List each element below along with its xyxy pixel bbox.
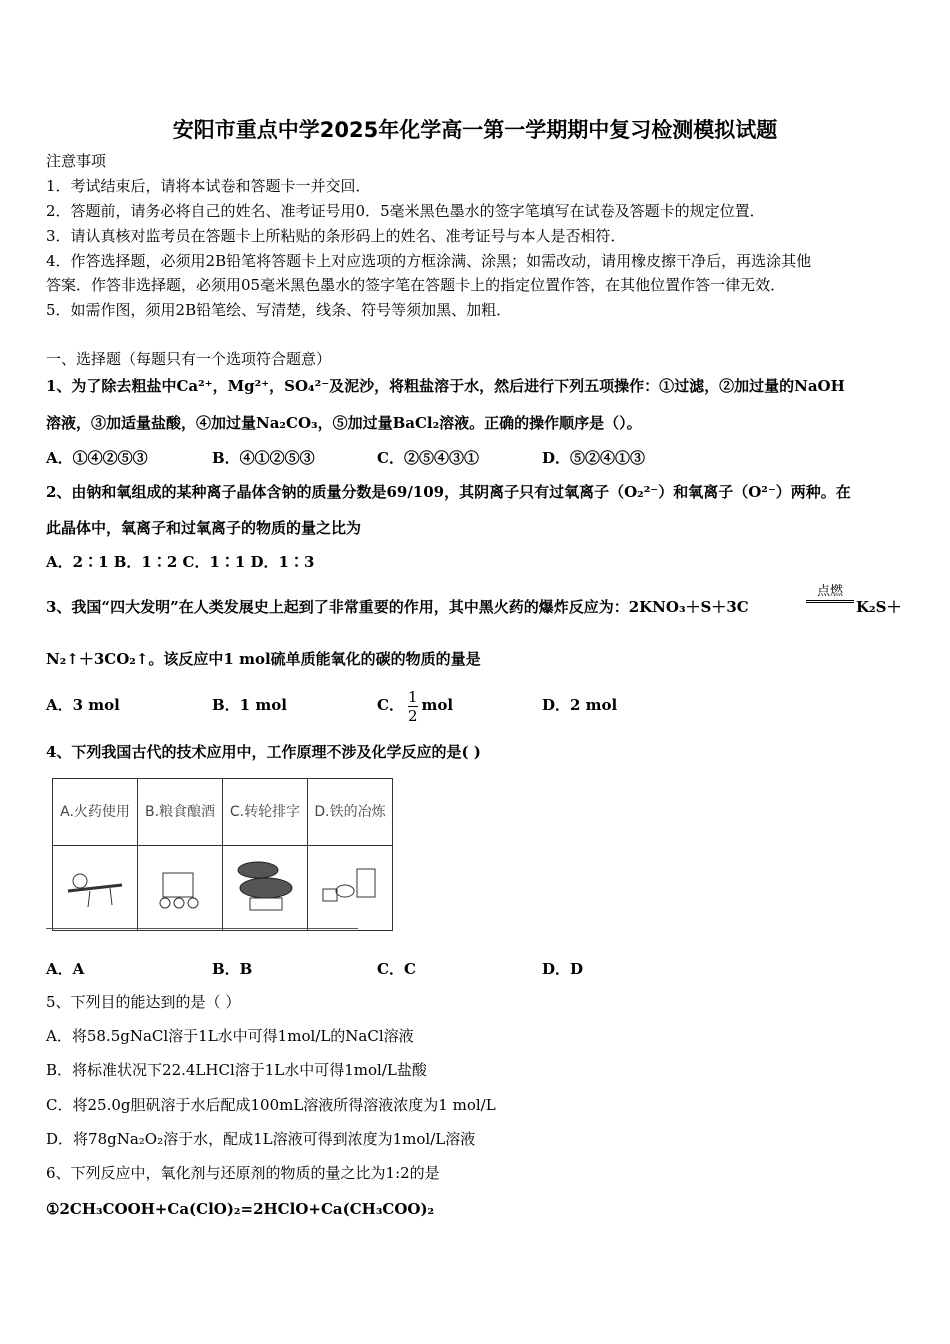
q4-option-a: A．A: [46, 960, 85, 978]
section-heading: 一、选择题（每题只有一个选项符合题意）: [46, 350, 332, 368]
notice-item: 5．如需作图，须用2B铅笔绘、写清楚，线条、符号等须加黑、加粗．: [46, 301, 512, 319]
q4-stem: 4、下列我国古代的技术应用中，工作原理不涉及化学反应的是( ): [46, 743, 481, 761]
cell-d: D.铁的冶炼: [308, 779, 393, 846]
q3-option-a: A．3 mol: [46, 696, 120, 714]
q1-option-a: A．①④②⑤③: [46, 449, 148, 467]
q6-stem: 6、下列反应中，氧化剂与还原剂的物质的量之比为1:2的是: [46, 1164, 440, 1182]
q5-option-a: A．将58.5gNaCl溶于1L水中可得1mol/L的NaCl溶液: [46, 1027, 414, 1045]
option-label: C．: [377, 696, 404, 714]
numerator: 1: [407, 687, 418, 706]
page-title: 安阳市重点中学2025年化学高一第一学期期中复习检测模拟试题: [172, 118, 778, 142]
q3-stem: N₂↑＋3CO₂↑。该反应中1 mol硫单质能氧化的碳的物质的量是: [46, 650, 481, 668]
notice-item: 4．作答选择题，必须用2B铅笔将答题卡上对应选项的方框涂满、涂黑；如需改动，请用橡皮擦干净后，再选涂其他: [46, 252, 812, 270]
q5-option-c: C．将25.0g胆矾溶于水后配成100mL溶液所得溶液浓度为1 mol/L: [46, 1096, 496, 1114]
q4-option-c: C．C: [377, 960, 416, 978]
notice-item: 1．考试结束后，请将本试卷和答题卡一并交回．: [46, 177, 371, 195]
q5-stem: 5、下列目的能达到的是（ ）: [46, 993, 241, 1011]
q4-table: [52, 778, 393, 931]
gunpowder-image: [53, 846, 138, 931]
q3-stem: K₂S＋: [856, 598, 902, 616]
reaction-condition: 点燃: [806, 584, 854, 603]
q5-option-d: D．将78gNa₂O₂溶于水，配成1L溶液可得到浓度为1mol/L溶液: [46, 1130, 476, 1148]
q6-item: ①2CH₃COOH+Ca(ClO)₂=2HClO+Ca(CH₃COO)₂: [46, 1200, 435, 1218]
q2-options: A．2∶1 B．1∶2 C．1∶1 D．1∶3: [46, 553, 315, 571]
q3-option-c: [377, 682, 453, 728]
cell-b: B.粮食酿酒: [138, 779, 223, 846]
q3-stem: 3、我国“四大发明”在人类发展史上起到了非常重要的作用，其中黑火药的爆炸反应为：2KNO₃＋S＋3C: [46, 598, 749, 616]
q1-option-b: B．④①②⑤③: [212, 449, 315, 467]
cell-c: C.转轮排字: [223, 779, 308, 846]
q1-option-d: D．⑤②④①③: [542, 449, 646, 467]
notice-item: 答案．作答非选择题，必须用05毫米黑色墨水的签字笔在答题卡上的指定位置作答，在其他位置作答一律无效．: [46, 276, 786, 294]
movable-type-image: [223, 846, 308, 931]
q1-stem: 溶液，③加适量盐酸，④加过量Na₂CO₃，⑤加过量BaCl₂溶液。正确的操作顺序是（）。: [46, 414, 642, 432]
unit: mol: [421, 696, 454, 714]
q2-stem: 此晶体中，氧离子和过氧离子的物质的量之比为: [46, 519, 362, 537]
q3-option-b: B．1 mol: [212, 696, 287, 714]
q3-option-d: D．2 mol: [542, 696, 618, 714]
denominator: 2: [407, 706, 418, 725]
brewing-image: [138, 846, 223, 931]
cell-a: A.火药使用: [53, 779, 138, 846]
q1-option-c: C．②⑤④③①: [377, 449, 479, 467]
notice-item: 2．答题前，请务必将自己的姓名、准考证号用0．5毫米黑色墨水的签字笔填写在试卷及答题卡的规定位置．: [46, 202, 765, 220]
notice-heading: 注意事项: [46, 152, 107, 170]
table-rule: [46, 928, 358, 929]
q2-stem: 2、由钠和氧组成的某种离子晶体含钠的质量分数是69/109，其阴离子只有过氧离子（O₂²⁻）和氧离子（O²⁻）两种。在: [46, 483, 851, 501]
q4-option-d: D．D: [542, 960, 584, 978]
q4-option-b: B．B: [212, 960, 253, 978]
q5-option-b: B．将标准状况下22.4LHCl溶于1L水中可得1mol/L盐酸: [46, 1061, 427, 1079]
notice-item: 3．请认真核对监考员在答题卡上所粘贴的条形码上的姓名、准考证号与本人是否相符．: [46, 227, 626, 245]
fraction: [408, 688, 418, 725]
q1-stem: 1、为了除去粗盐中Ca²⁺，Mg²⁺，SO₄²⁻及泥沙，将粗盐溶于水，然后进行下列五项操作：①过滤，②加过量的NaOH: [46, 377, 845, 395]
iron-smelting-image: [308, 846, 393, 931]
